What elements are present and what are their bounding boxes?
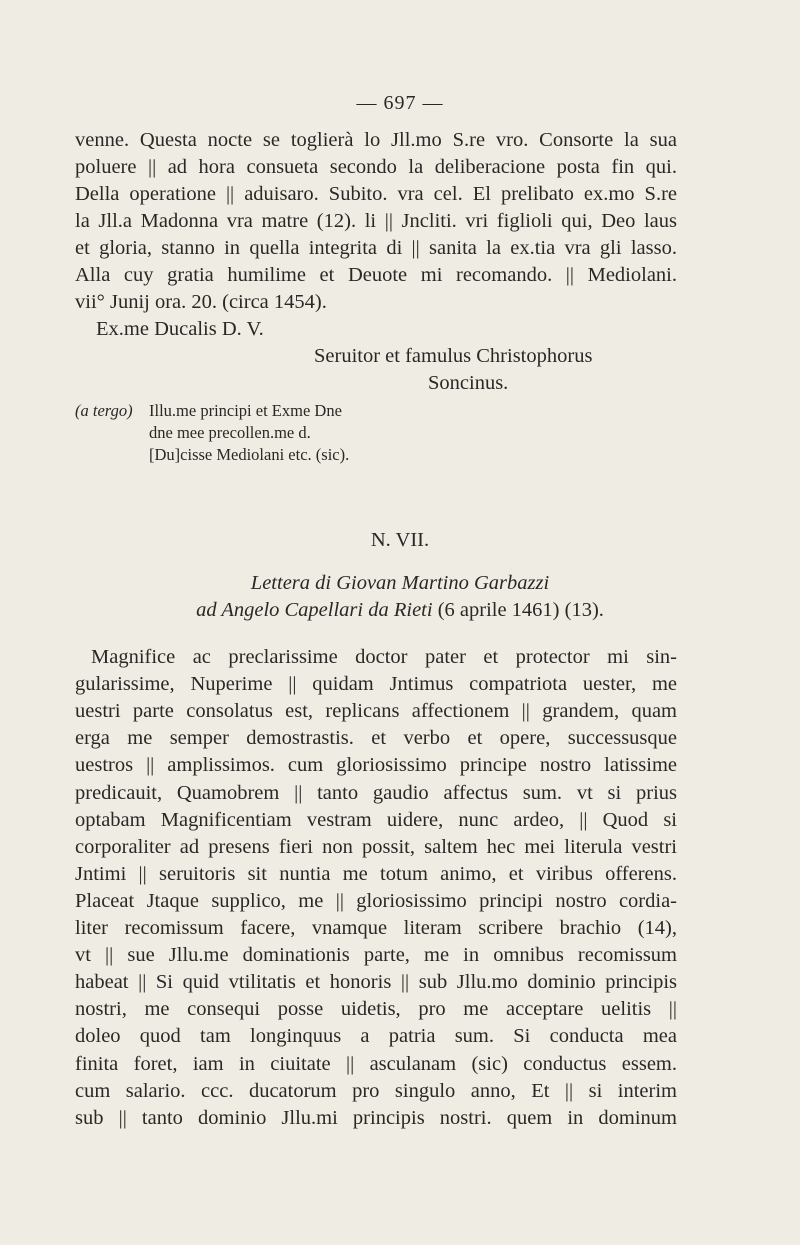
body-line: Placeat Jtaque supplico, me || gloriosissimo principi nostro cordia-	[75, 889, 677, 912]
page-number: — 697 —	[356, 92, 444, 114]
body-line: finita foret, iam in ciuitate || asculanam (sic) conductus essem.	[75, 1052, 677, 1075]
body-line: nostri, me consequi posse uidetis, pro me acceptare uelitis ||	[75, 998, 677, 1021]
body-line: Jntimi || seruitoris sit nuntia me totum animo, et viribus offerens.	[75, 862, 677, 885]
letter-line-4: la Jll.a Madonna vra matre (12). li || Jncliti. vri figlioli qui, Deo laus	[75, 210, 677, 232]
body-line: doleo quod tam longinquus a patria sum. Si conducta mea	[75, 1025, 677, 1048]
body-line: uestros || amplissimos. cum gloriosissimo principe nostro latissime	[75, 754, 677, 777]
address-line-2: dne mee precollen.me d.	[149, 423, 311, 442]
address-label: (a tergo)	[75, 401, 133, 420]
letter-line-7: vii° Junij ora. 20. (circa 1454).	[75, 291, 327, 313]
section-title-line-2	[0, 596, 800, 624]
section-number: N. VII.	[370, 529, 430, 551]
letter-signature-line-2: Soncinus.	[428, 372, 509, 394]
body-line: predicauit, Quamobrem || tanto gaudio affectus sum. vt si prius	[75, 781, 677, 804]
body-line: gularissime, Nuperime || quidam Jntimus compatriota uester, me	[75, 673, 677, 696]
address-line-1-text: Illu.me principi et Exme Dne	[149, 401, 342, 420]
body-line: habeat || Si quid vtilitatis et honoris || sub Jllu.mo dominio principis	[75, 971, 677, 994]
letter-line-1: venne. Questa nocte se toglierà lo Jll.mo S.re vro. Consorte la sua	[75, 129, 677, 151]
letter-line-2: poluere || ad hora consueta secondo la deliberacione posta fin qui.	[75, 156, 677, 178]
letter-line-6: Alla cuy gratia humilime et Deuote mi recomando. || Mediolani.	[75, 264, 677, 286]
body-line: Magnifice ac preclarissime doctor pater et protector mi sin-	[91, 646, 677, 668]
address-line-1	[149, 400, 385, 422]
body-line: erga me semper demostrastis. et verbo et opere, successusque	[75, 727, 677, 750]
body-line: vt || sue Jllu.me dominationis parte, me in omnibus recomissum	[75, 944, 677, 967]
body-line: liter recomissum facere, vnamque literam scribere brachio (14),	[75, 917, 677, 939]
body-line: sub || tanto dominio Jllu.mi principis nostri. quem in dominum	[75, 1106, 677, 1129]
address-line-3: [Du]cisse Mediolani etc. (sic).	[149, 445, 350, 464]
letter-salutation: Ex.me Ducalis D. V.	[96, 318, 264, 340]
section-title-line-1: Lettera di Giovan Martino Garbazzi	[250, 572, 550, 594]
letter-line-5: et gloria, stanno in quella integrita di || sanita la ex.tia vra gli lasso.	[75, 237, 677, 259]
body-line: uestri parte consolatus est, replicans affectionem || grandem, quam	[75, 700, 677, 723]
body-line: cum salario. ccc. ducatorum pro singulo anno, Et || si interim	[75, 1079, 677, 1102]
letter-line-3: Della operatione || aduisaro. Subito. vra cel. El prelibato ex.mo S.re	[75, 183, 677, 205]
section-title-date: (6 aprile 1461) (13).	[437, 599, 604, 621]
body-line: optabam Magnificentiam vestram uidere, nunc ardeo, || Quod si	[75, 808, 677, 831]
body-line: corporaliter ad presens fieri non possit, saltem hec mei literula vestri	[75, 835, 677, 858]
section-title-recipient: ad Angelo Capellari da Rieti	[196, 599, 433, 621]
letter-signature-line-1: Seruitor et famulus Christophorus	[314, 345, 593, 367]
